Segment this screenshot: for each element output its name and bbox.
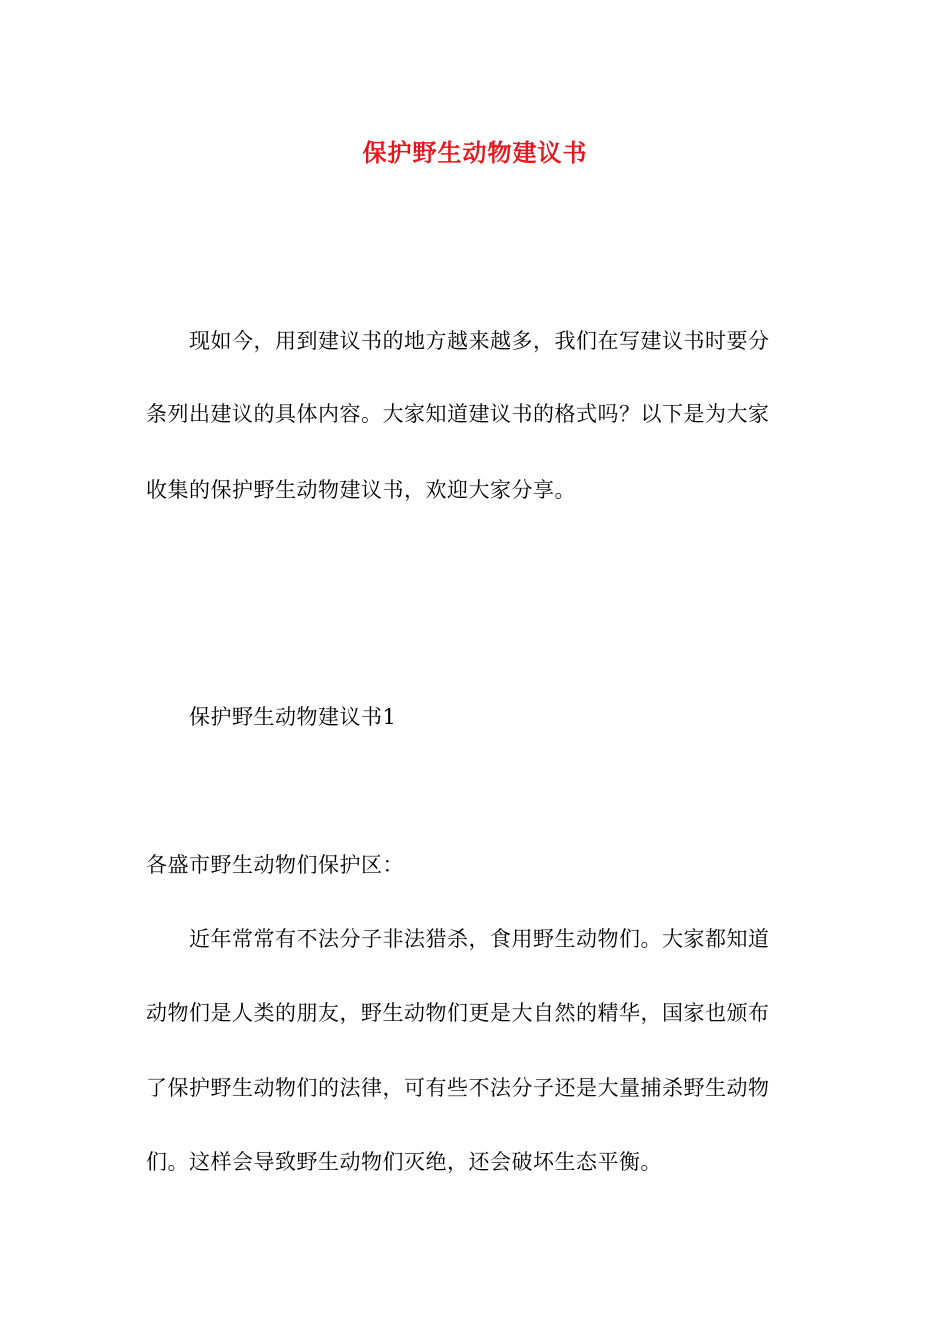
document-title: 保护野生动物建议书 — [362, 138, 588, 167]
body-line-2: 动物们是人类的朋友，野生动物们更是大自然的精华，国家也颁布 — [146, 1001, 770, 1025]
intro-line-1: 现如今，用到建议书的地方越来越多，我们在写建议书时要分 — [189, 329, 770, 353]
body-line-1: 近年常常有不法分子非法猎杀，食用野生动物们。大家都知道 — [189, 927, 770, 951]
intro-line-2: 条列出建议的具体内容。大家知道建议书的格式吗？以下是为大家 — [146, 402, 770, 426]
body-line-3: 了保护野生动物们的法律，可有些不法分子还是大量捕杀野生动物 — [146, 1076, 770, 1100]
section-heading: 保护野生动物建议书1 — [189, 705, 397, 729]
body-line-4: 们。这样会导致野生动物们灭绝，还会破坏生态平衡。 — [146, 1150, 662, 1174]
salutation: 各盛市野生动物们保护区： — [146, 853, 404, 877]
intro-line-3: 收集的保护野生动物建议书，欢迎大家分享。 — [146, 478, 576, 502]
